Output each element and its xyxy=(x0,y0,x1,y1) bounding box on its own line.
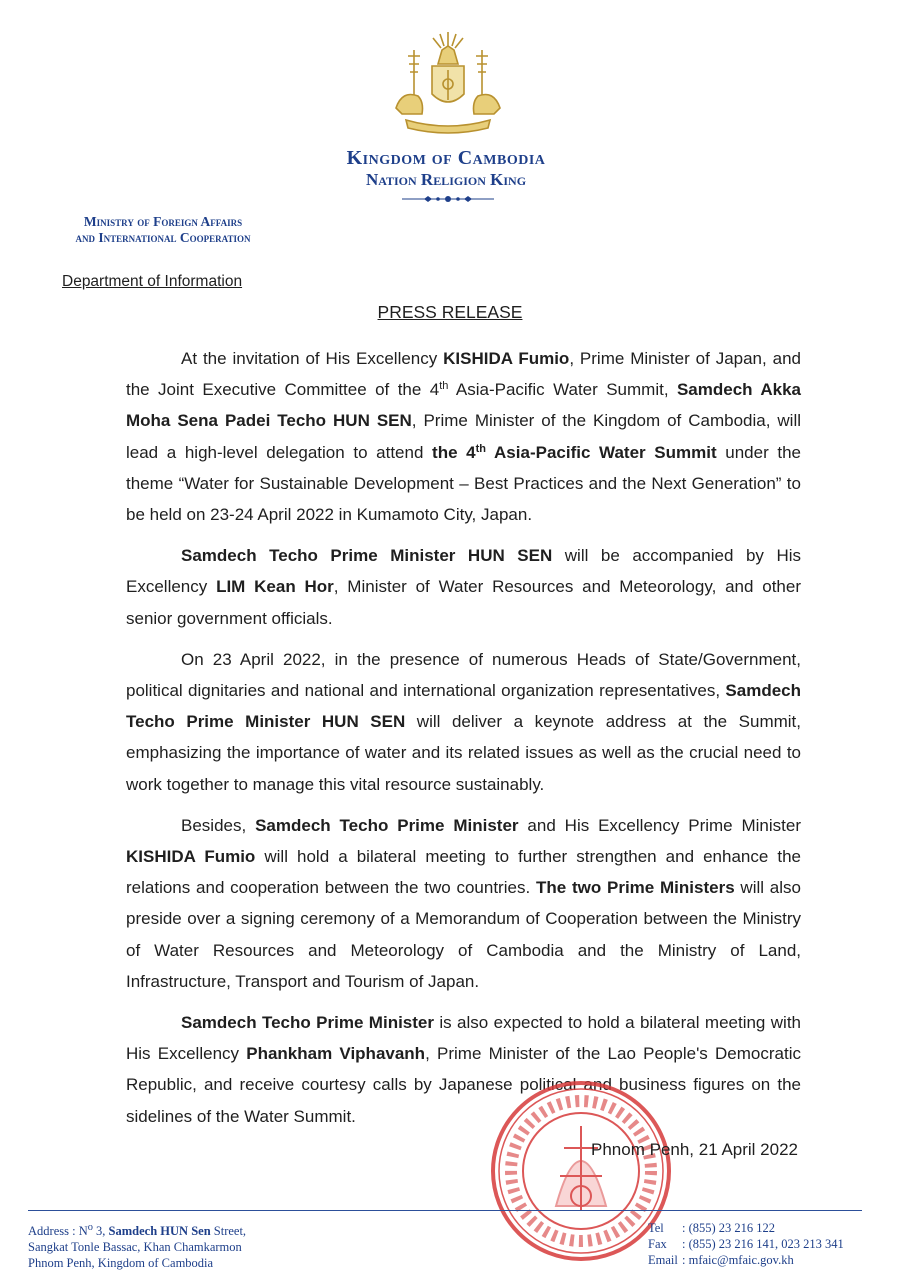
text: , Prime Minister of the Kingdom of Cambodia, will lead a high-level delegation to attend xyxy=(126,411,802,462)
press-release-title: PRESS RELEASE xyxy=(377,302,523,322)
text: Address : N xyxy=(28,1224,88,1239)
text: the 4 xyxy=(432,442,476,462)
fax-value: : (855) 23 216 141, 023 213 341 xyxy=(682,1237,844,1251)
ministry-name xyxy=(28,214,298,246)
bold-text: Samdech Akka Moha Sena Padei Techo HUN SEN xyxy=(126,380,801,431)
bold-text xyxy=(432,443,717,462)
ornament-divider-icon xyxy=(400,194,496,204)
paragraph-5 xyxy=(126,1007,801,1132)
text: , Prime Minister of Japan, and the Joint Executive Committee of the 4 xyxy=(126,349,801,400)
press-release-body xyxy=(126,343,801,1142)
text: At the invitation of His Excellency xyxy=(181,349,444,368)
paragraph-4 xyxy=(126,810,801,997)
department-label: Department of Information xyxy=(62,273,243,290)
superscript: th xyxy=(439,380,449,393)
text: , Prime Minister of the Lao People's Democratic Republic, and receive courtesy calls by Japanese political and business figures on the sidelines of the Water Summit. xyxy=(126,1044,801,1126)
text: is also expected to hold a bilateral meeting with His Excellency xyxy=(126,1013,802,1064)
superscript: o xyxy=(87,1222,93,1233)
bold-text: KISHIDA Fumio xyxy=(443,349,570,368)
text: , Minister of Water Resources and Meteorology, and other senior government officials. xyxy=(126,577,802,628)
footer-divider xyxy=(28,1210,862,1211)
paragraph-1 xyxy=(126,343,801,530)
address-line-3: Phnom Penh, Kingdom of Cambodia xyxy=(28,1256,214,1271)
text: will be accompanied by His Excellency xyxy=(126,546,802,597)
text: On 23 April 2022, in the presence of numerous Heads of State/Government, political dignitaries and national and international organization representatives, xyxy=(126,649,801,701)
tel-label: Tel xyxy=(648,1221,664,1235)
text: 3, xyxy=(92,1224,109,1239)
fax-label: Fax xyxy=(648,1237,667,1251)
email-label: Email xyxy=(648,1253,678,1267)
paragraph-2 xyxy=(126,540,801,634)
text: under the theme “Water for Sustainable Development – Best Practices and the Next Generation” to be held on 23-24 April 2022 in Kumamoto City, Japan. xyxy=(126,442,801,525)
email-row xyxy=(648,1252,844,1268)
dateline: Phnom Penh, 21 April 2022 xyxy=(591,1140,798,1159)
footer-address xyxy=(28,1220,246,1271)
national-motto: Nation Religion King xyxy=(365,170,527,189)
fax-row xyxy=(648,1236,844,1252)
tel-row xyxy=(648,1220,844,1236)
bold-text: Samdech HUN Sen xyxy=(108,1224,211,1239)
bold-text: Samdech Techo Prime Minister xyxy=(181,1013,434,1033)
bold-text: Samdech Techo Prime Minister xyxy=(255,815,519,835)
ministry-line-1: Ministry of Foreign Affairs xyxy=(83,214,243,229)
text: Asia-Pacific Water Summit, xyxy=(448,380,677,400)
text: and His Excellency Prime Minister xyxy=(518,815,802,835)
tel-value: : (855) 23 216 122 xyxy=(682,1221,776,1235)
paragraph-3 xyxy=(126,644,801,800)
footer-contact xyxy=(648,1220,844,1268)
bold-text: Phankham Viphavanh xyxy=(246,1044,426,1064)
kingdom-title: Kingdom of Cambodia xyxy=(346,147,546,169)
bold-text: Samdech Techo Prime Minister HUN SEN xyxy=(126,681,801,732)
text: Asia-Pacific Water Summit xyxy=(486,442,717,462)
text: Street, xyxy=(210,1224,247,1239)
bold-text: KISHIDA Fumio xyxy=(126,847,256,867)
bold-text: The two Prime Ministers xyxy=(535,878,735,898)
address-line-1 xyxy=(28,1220,246,1239)
bold-text: Samdech Techo Prime Minister HUN SEN xyxy=(181,546,553,566)
text: Besides, xyxy=(181,815,256,835)
email-value: : mfaic@mfaic.gov.kh xyxy=(682,1253,794,1267)
text: will hold a bilateral meeting to further strengthen and enhance the relations and cooperation between the two countries. xyxy=(126,847,801,898)
royal-arms-crest-icon xyxy=(388,28,508,136)
ministry-line-2: and International Cooperation xyxy=(75,230,251,245)
address-line-2: Sangkat Tonle Bassac, Khan Chamkarmon xyxy=(28,1240,242,1255)
text: will also preside over a signing ceremony of a Memorandum of Cooperation between the Ministry of Water Resources and Meteorology of Cambodia and the Ministry of Land, Infrastructure, Transport and Tourism of Japan. xyxy=(126,878,801,991)
text: will deliver a keynote address at the Summit, emphasizing the importance of water and its related issues as well as the crucial need to work together to manage this vital resource sustainably. xyxy=(126,712,801,794)
superscript: th xyxy=(475,442,487,455)
bold-text: LIM Kean Hor xyxy=(216,577,334,597)
